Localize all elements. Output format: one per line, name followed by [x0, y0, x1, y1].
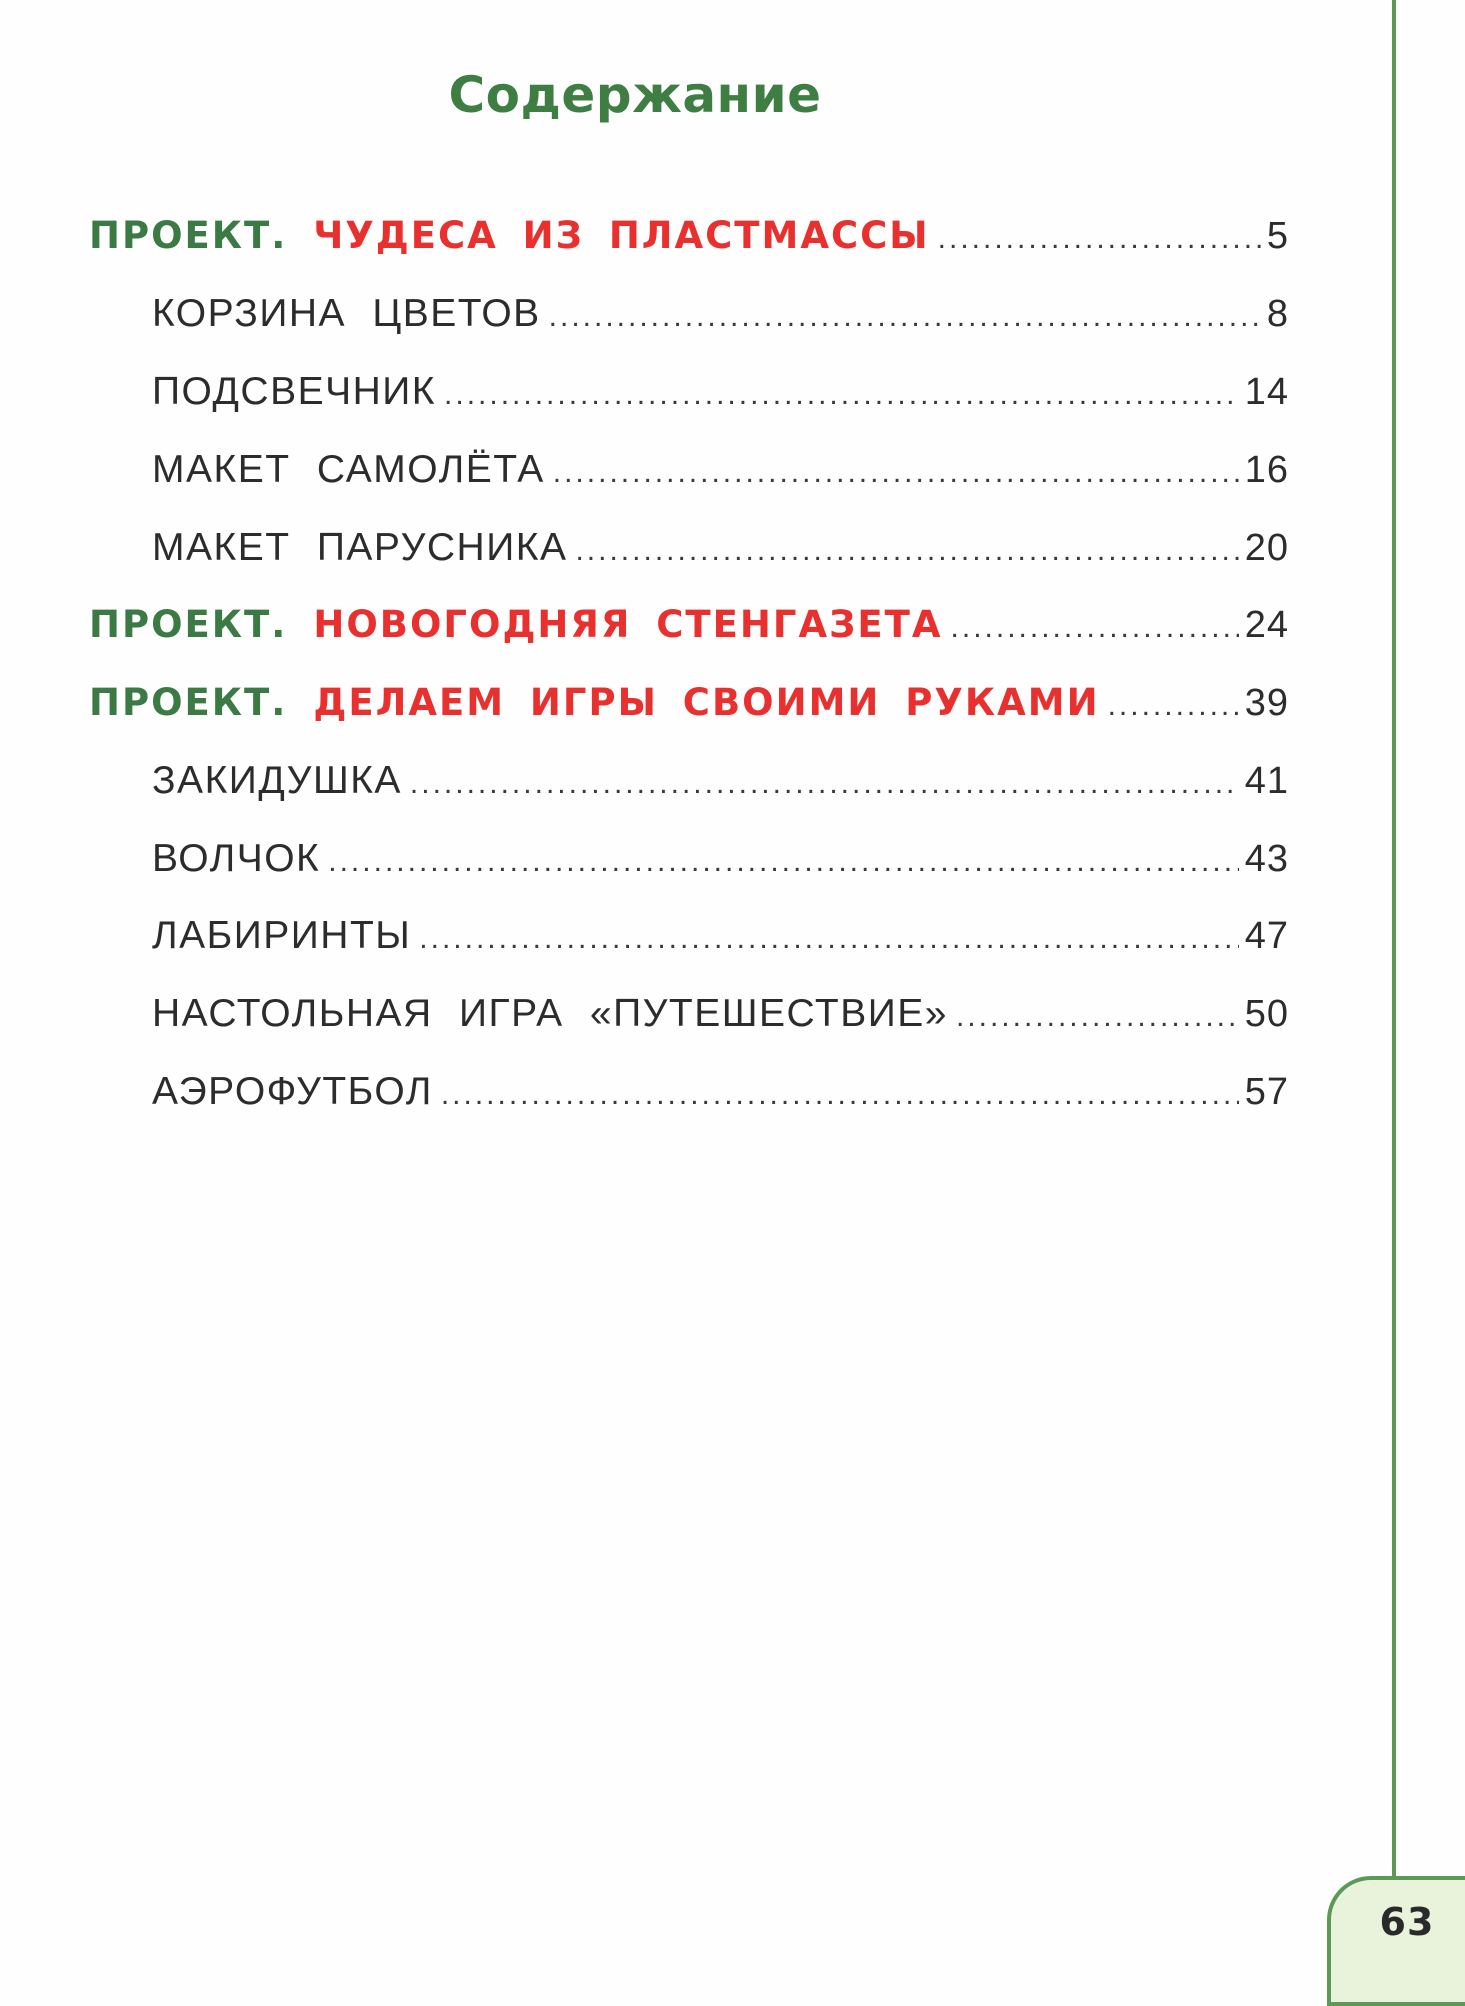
toc-item-entry[interactable] [152, 292, 1289, 352]
toc-item-title: ВОЛЧОК [152, 837, 321, 880]
toc-project-entry[interactable] [89, 214, 1289, 274]
toc-item-entry[interactable] [152, 837, 1289, 897]
toc-project-prefix: ПРОЕКТ. [89, 214, 288, 257]
toc-page-number: 43 [1244, 838, 1289, 880]
toc-item-entry[interactable] [152, 370, 1289, 430]
toc-item-title: АЭРОФУТБОЛ [152, 1070, 433, 1113]
toc-dot-leader [938, 222, 1261, 256]
toc-page-number: 24 [1244, 604, 1289, 646]
toc-page-number: 20 [1244, 527, 1289, 569]
toc-dot-leader [444, 378, 1239, 412]
toc-item-entry[interactable] [152, 448, 1289, 508]
toc-project-entry[interactable] [89, 681, 1289, 741]
toc-dot-leader [328, 845, 1238, 879]
toc-dot-leader [419, 922, 1238, 956]
page-title: Содержание [448, 66, 822, 124]
toc-item-entry[interactable] [152, 526, 1289, 586]
toc-page-number: 50 [1244, 993, 1289, 1035]
toc-item-entry[interactable] [152, 992, 1289, 1052]
toc-dot-leader [956, 1000, 1239, 1034]
toc-dot-leader [1108, 689, 1239, 723]
toc-page-number: 39 [1244, 682, 1289, 724]
toc-project-title: ДЕЛАЕМ ИГРЫ СВОИМИ РУКАМИ [313, 681, 1100, 724]
toc-project-prefix: ПРОЕКТ. [89, 681, 288, 724]
toc-dot-leader [410, 767, 1239, 801]
toc-project-title: ЧУДЕСА ИЗ ПЛАСТМАССЫ [313, 214, 930, 257]
toc-page-number: 5 [1266, 215, 1289, 257]
toc-item-entry[interactable] [152, 1070, 1289, 1130]
toc-page-number: 47 [1244, 915, 1289, 957]
toc-dot-leader [575, 534, 1238, 568]
toc-page-number: 14 [1244, 371, 1289, 413]
toc-project-prefix: ПРОЕКТ. [89, 603, 288, 646]
toc-page-number: 57 [1244, 1071, 1289, 1113]
toc-item-entry[interactable] [152, 914, 1289, 974]
toc-project-entry[interactable] [89, 603, 1289, 663]
page-number: 63 [1379, 1900, 1435, 1944]
toc-item-title: МАКЕТ САМОЛЁТА [152, 448, 545, 491]
toc-page-number: 16 [1244, 449, 1289, 491]
toc-item-title: НАСТОЛЬНАЯ ИГРА «ПУТЕШЕСТВИЕ» [152, 992, 948, 1035]
toc-item-title: КОРЗИНА ЦВЕТОВ [152, 292, 541, 335]
toc-dot-leader [951, 611, 1239, 645]
toc-page-number: 41 [1244, 760, 1289, 802]
toc-item-title: МАКЕТ ПАРУСНИКА [152, 526, 568, 569]
toc-item-entry[interactable] [152, 759, 1289, 819]
toc-item-title: ЛАБИРИНТЫ [152, 914, 412, 957]
toc-dot-leader [549, 300, 1261, 334]
toc-item-title: ЗАКИДУШКА [152, 759, 402, 802]
toc-item-title: ПОДСВЕЧНИК [152, 370, 437, 413]
toc-dot-leader [553, 456, 1239, 490]
toc-project-title: НОВОГОДНЯЯ СТЕНГАЗЕТА [313, 603, 943, 646]
toc-dot-leader [441, 1078, 1239, 1112]
toc-page-number: 8 [1266, 293, 1289, 335]
